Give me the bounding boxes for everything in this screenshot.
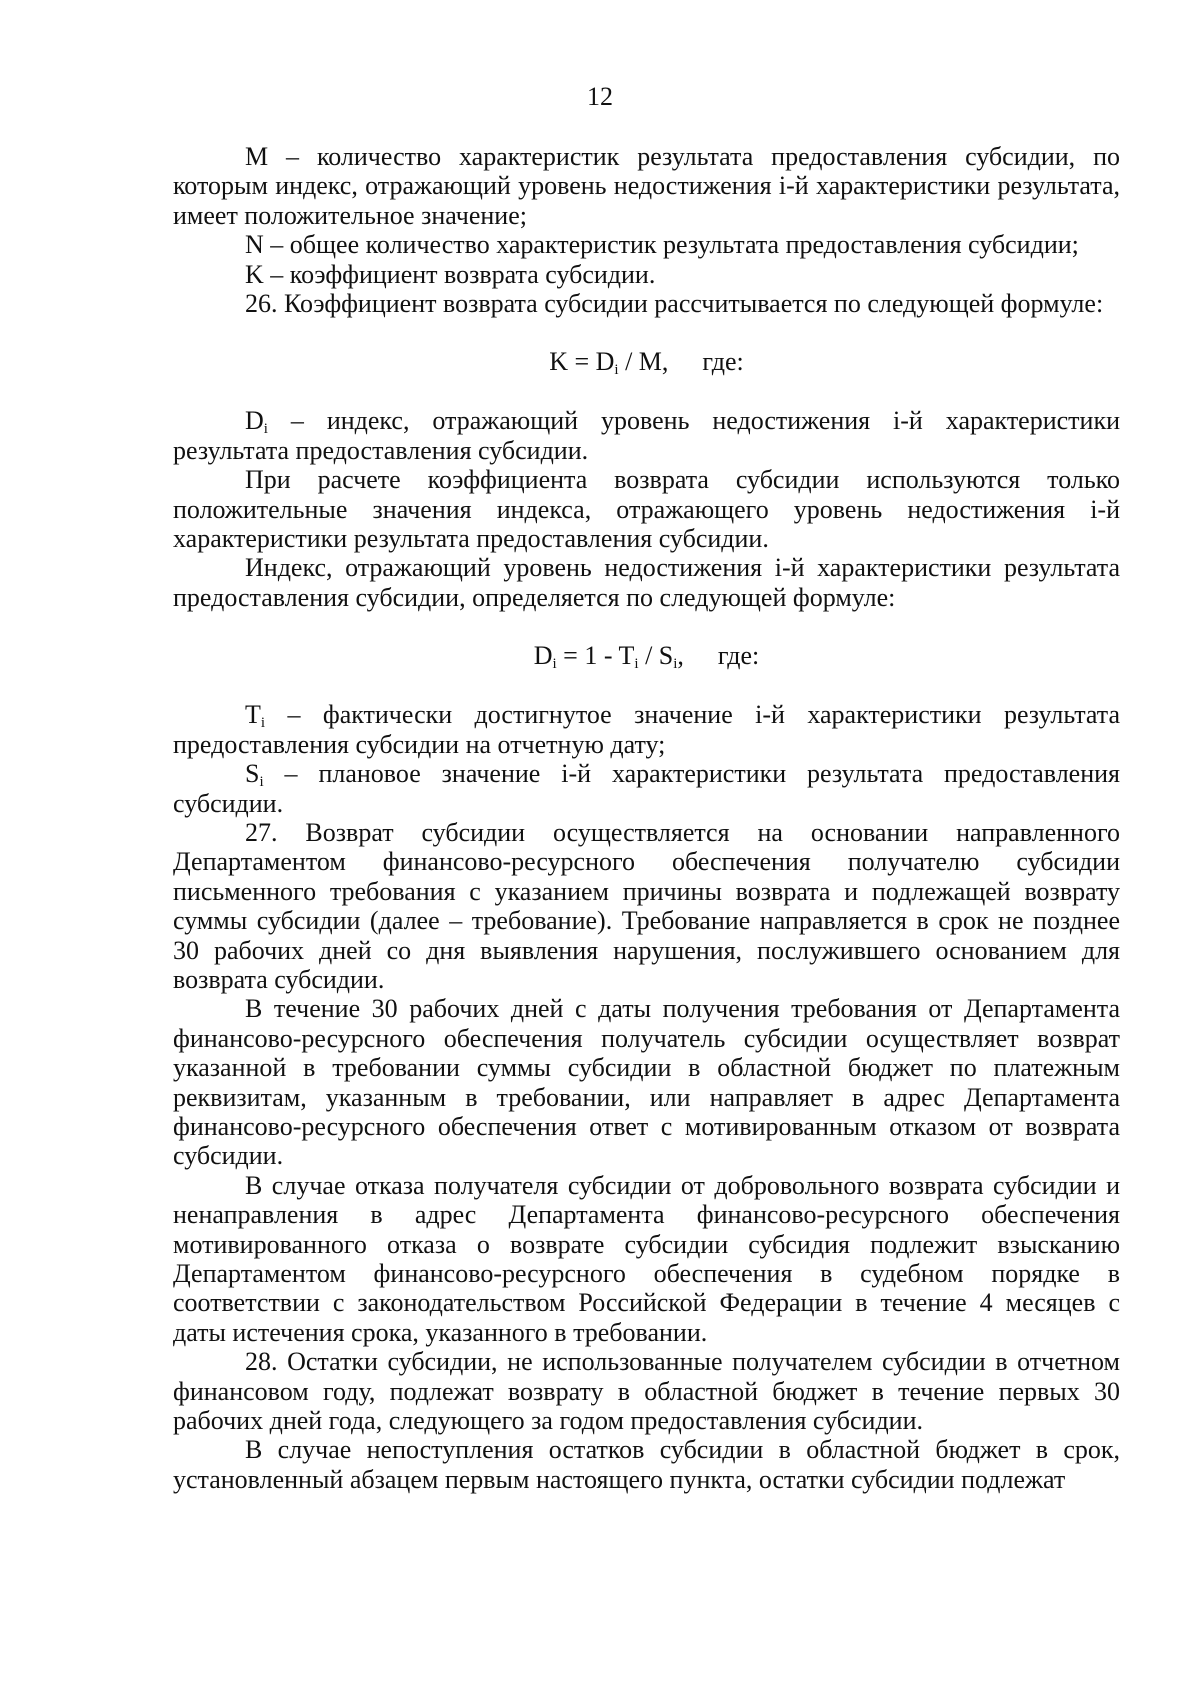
di-symbol: D	[245, 406, 264, 436]
paragraph-di-definition	[173, 406, 1120, 465]
formula-k-rest: / M,	[618, 347, 669, 377]
si-symbol: S	[245, 759, 260, 789]
paragraph-positive-values: При расчете коэффициента возврата субсидии используются только положительные значения индекса, отражающего уровень недостижения i-й характеристики результата предоставления субсидии.	[173, 465, 1120, 554]
paragraph-k-definition: K – коэффициент возврата субсидии.	[245, 259, 656, 289]
paragraph-28: 28. Остатки субсидии, не использованные получателем субсидии в отчетном финансовом году, подлежат возврату в областной бюджет в течение первых 30 рабочих дней года, следующего за годом предоставления субсидии.	[173, 1347, 1120, 1436]
formula-d-s-sub: i	[673, 656, 678, 673]
paragraph-28-nonreceipt: В случае непоступления остатков субсидии в областной бюджет в срок, установленный абзацем первым настоящего пункта, остатки субсидии подлежат	[173, 1435, 1120, 1494]
formula-d-mid: = 1 - T	[556, 641, 635, 671]
paragraph-27: 27. Возврат субсидии осуществляется на основании направленного Департаментом финансово-ресурсного обеспечения получателю субсидии письменного требования с указанием причины возврата и подлежащей возврату суммы субсидии (далее – требование). Требование направляется в срок не позднее 30 рабочих дней со дня выявления нарушения, послужившего основанием для возврата субсидии.	[173, 817, 1120, 994]
document-body	[173, 142, 1120, 1494]
paragraph-26: 26. Коэффициент возврата субсидии рассчитывается по следующей формуле:	[245, 289, 1104, 319]
formula-k-where: где:	[702, 347, 744, 377]
formula-d-slash: / S	[638, 641, 674, 671]
formula-d-end: ,	[677, 641, 684, 671]
formula-d-where: где:	[717, 641, 760, 671]
formula-d-t-sub: i	[634, 656, 639, 673]
paragraph-index-formula-intro: Индекс, отражающий уровень недостижения i-й характеристики результата предоставления субсидии, определяется по следующей формуле:	[173, 553, 1120, 612]
formula-d-d: D	[533, 641, 553, 671]
paragraph-n-definition: N – общее количество характеристик результата предоставления субсидии;	[245, 230, 1079, 260]
paragraph-27-deadline: В течение 30 рабочих дней с даты получения требования от Департамента финансово-ресурсного обеспечения получатель субсидии осуществляет возврат указанной в требовании суммы субсидии в областной бюджет по платежным реквизитам, указанным в требовании, или направляет в адрес Департамента финансово-ресурсного обеспечения ответ с мотивированным отказом от возврата субсидии.	[173, 994, 1120, 1171]
ti-text: – фактически достигнутое значение i-й характеристики результата предоставления субсидии на отчетную дату;	[173, 700, 1120, 759]
formula-k	[173, 318, 1120, 406]
si-sub: i	[259, 774, 264, 791]
formula-k-sub: i	[614, 362, 619, 379]
formula-d-d-sub: i	[552, 656, 557, 673]
paragraph-si-definition	[173, 759, 1120, 818]
formula-d	[173, 612, 1120, 700]
di-text: – индекс, отражающий уровень недостижения i-й характеристики результата предоставления субсидии.	[173, 406, 1120, 465]
paragraph-ti-definition	[173, 700, 1120, 759]
page-number: 12	[587, 82, 613, 111]
si-text: – плановое значение i-й характеристики результата предоставления субсидии.	[173, 759, 1120, 818]
paragraph-m-definition: M – количество характеристик результата предоставления субсидии, по которым индекс, отражающий уровень недостижения i-й характеристики результата, имеет положительное значение;	[173, 142, 1120, 230]
ti-symbol: T	[245, 700, 261, 730]
paragraph-27-refusal: В случае отказа получателя субсидии от добровольного возврата субсидии и ненаправления в адрес Департамента финансово-ресурсного обеспечения мотивированного отказа о возврате субсидии субсидия подлежит взысканию Департаментом финансово-ресурсного обеспечения в судебном порядке в соответствии с законодательством Российской Федерации в течение 4 месяцев с даты истечения срока, указанного в требовании.	[173, 1170, 1120, 1347]
di-sub: i	[263, 421, 268, 438]
ti-sub: i	[260, 715, 266, 732]
formula-k-left: K = D	[549, 347, 615, 377]
